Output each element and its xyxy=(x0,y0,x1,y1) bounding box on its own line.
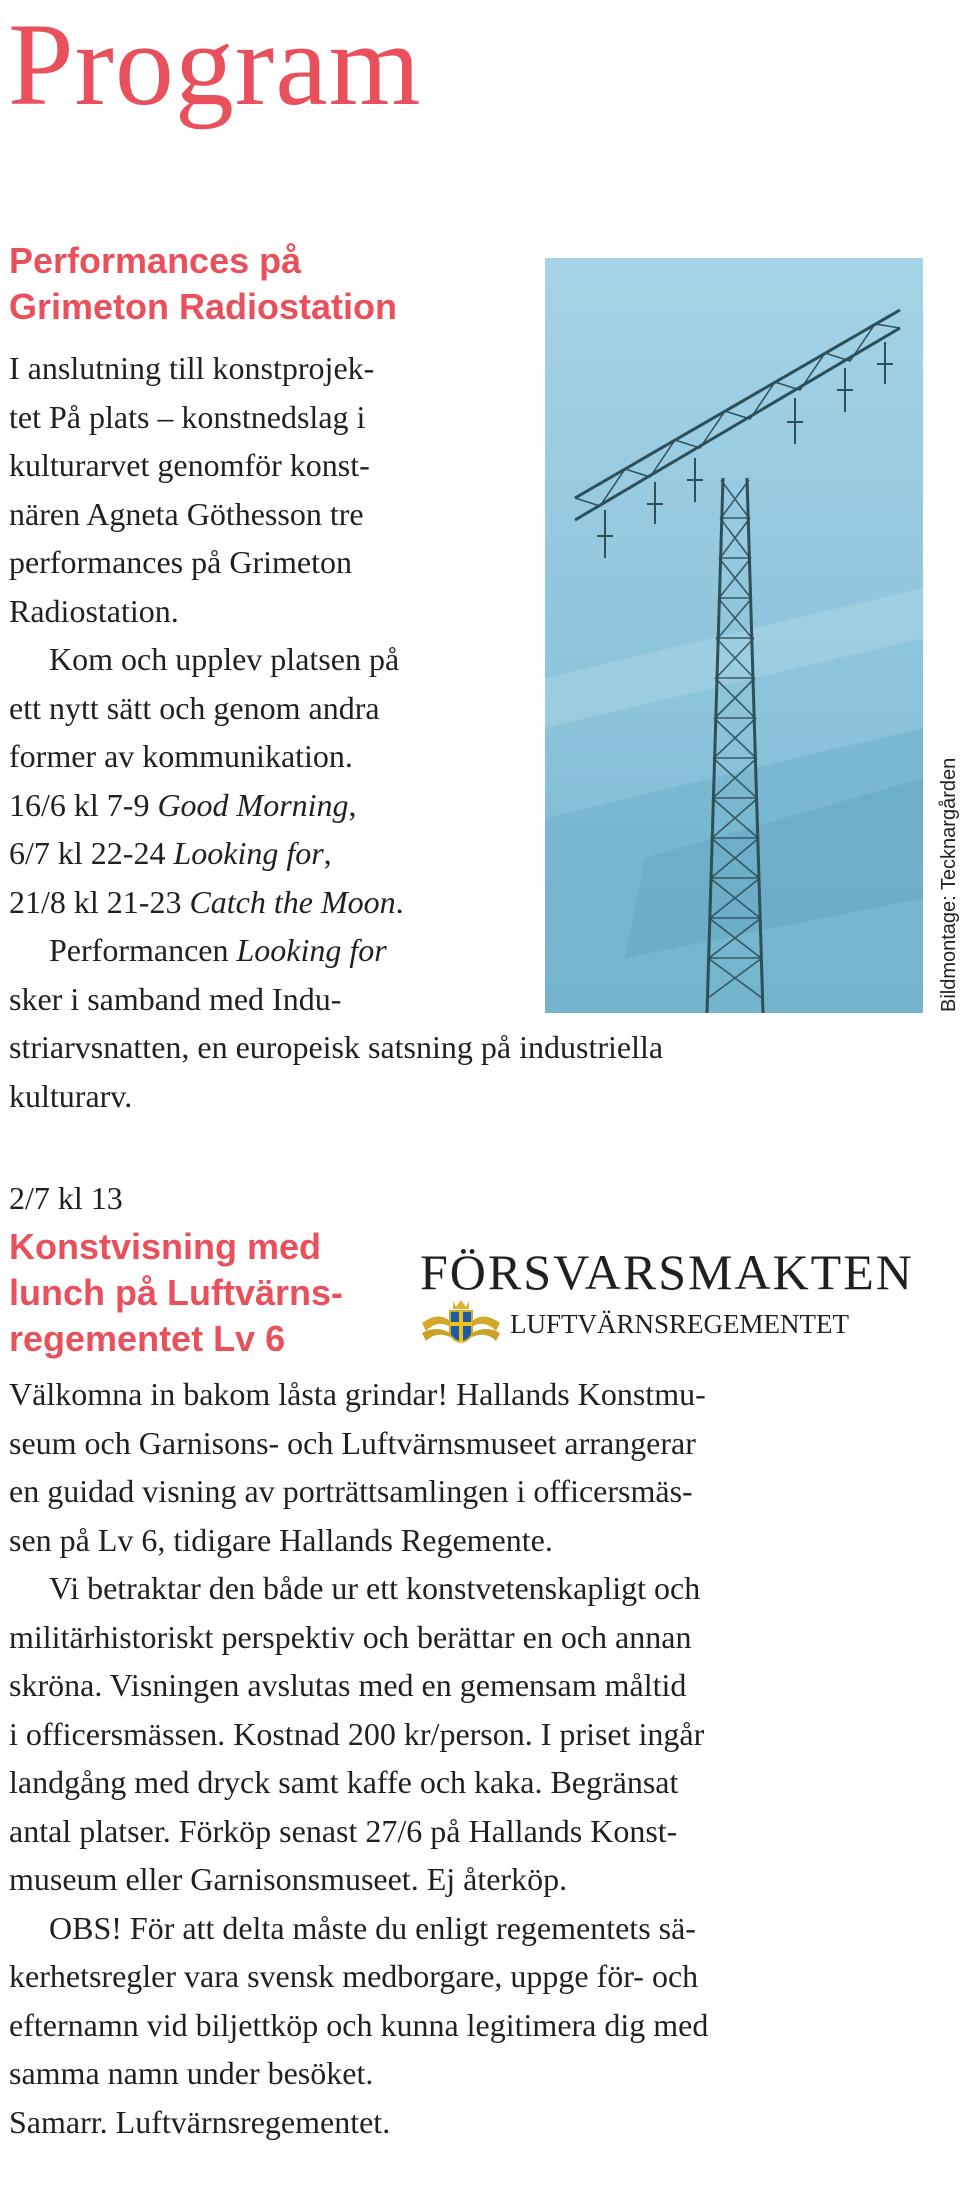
text-line: OBS! För att delta måste du enligt regementets sä- xyxy=(49,1909,696,1946)
schedule-item: 6/7 kl 22-24 Looking for, xyxy=(9,835,332,871)
welcome-paragraph xyxy=(9,1370,708,1564)
text-line: performances på Grimeton xyxy=(9,544,352,580)
text-line: Radiostation. xyxy=(9,592,179,629)
text-line: ett nytt sätt och genom andra xyxy=(9,689,380,726)
text-line: landgång med dryck samt kaffe och kaka. Begränsat xyxy=(9,1764,679,1800)
text-line: militärhistoriskt perspektiv och berättar en och annan xyxy=(9,1618,692,1655)
text-line: former av kommunikation. xyxy=(9,738,353,774)
performances-heading xyxy=(9,238,397,330)
text-line: striarvsnatten, en europeisk satsning på industriella xyxy=(9,1029,664,1065)
text-line: nären Agneta Göthesson tre xyxy=(9,495,364,532)
heading-line: Performances på xyxy=(9,240,302,281)
text-line: I anslutning till konstprojek- xyxy=(9,350,375,386)
text-line: seum och Garnisons- och Luftvärnsmuseet arrangerar xyxy=(9,1424,696,1461)
photo-credit: Bildmontage: Tecknargården xyxy=(938,757,960,1012)
heading-line: Konstvisning med xyxy=(9,1226,322,1267)
text-line: kerhetsregler vara svensk medborgare, uppge för- och xyxy=(9,1958,699,1994)
text-line: Vi betraktar den både ur ett konstvetenskapligt och xyxy=(49,1570,701,1606)
heading-line: lunch på Luftvärns- xyxy=(9,1272,344,1313)
text-line: museum eller Garnisonsmuseet. Ej återköp. xyxy=(9,1861,568,1897)
text-line: efternamn vid biljettköp och kunna legitimera dig med xyxy=(9,2006,709,2043)
text-line: sker i samband med Indu- xyxy=(9,980,342,1017)
notice-paragraph xyxy=(9,1904,708,2098)
text-line: skröna. Visningen avslutas med en gemensam måltid xyxy=(9,1667,687,1703)
heading-line: Grimeton Radiostation xyxy=(9,286,398,327)
text-line: antal platser. Förköp senast 27/6 på Hallands Konst- xyxy=(9,1812,678,1849)
schedule-item: 16/6 kl 7-9 Good Morning, xyxy=(9,786,357,823)
logo-unit: LUFTVÄRNSREGEMENTET xyxy=(510,1309,849,1339)
schedule-item: 21/8 kl 21-23 Catch the Moon. xyxy=(9,883,404,920)
text-line: samma namn under besöket. xyxy=(9,2055,374,2091)
radio-tower-photo xyxy=(545,258,923,1013)
text-line: tet På plats – konstnedslag i xyxy=(9,398,366,435)
page-title: Program xyxy=(8,0,422,130)
crest-icon xyxy=(420,1297,502,1353)
konstvisning-heading xyxy=(9,1224,343,1362)
text-line: i officersmässen. Kostnad 200 kr/person. I priset ingår xyxy=(9,1715,705,1752)
text-line: Välkomna in bakom låsta grindar! Hallands Konstmu- xyxy=(9,1376,706,1412)
text-line: kulturarv. xyxy=(9,1077,133,1114)
heading-line: regementet Lv 6 xyxy=(9,1318,286,1359)
logo-name: FÖRSVARSMAKTEN xyxy=(420,1244,914,1300)
forsvarsmakten-logo xyxy=(420,1243,930,1353)
co-organizer: Samarr. Luftvärnsregementet. xyxy=(9,2103,391,2140)
radio-tower-illustration xyxy=(545,258,923,1013)
konstvisning-body xyxy=(9,1370,708,2146)
text-line: sen på Lv 6, tidigare Hallands Regemente. xyxy=(9,1521,553,1558)
event-date: 2/7 kl 13 xyxy=(9,1180,123,1216)
text-line: kulturarvet genomför konst- xyxy=(9,447,370,483)
text-line: en guidad visning av porträttsamlingen i officersmäs- xyxy=(9,1473,693,1509)
text-line: Performancen Looking for xyxy=(49,932,387,968)
text-line: Kom och upplev platsen på xyxy=(49,641,400,677)
details-paragraph xyxy=(9,1564,708,1904)
